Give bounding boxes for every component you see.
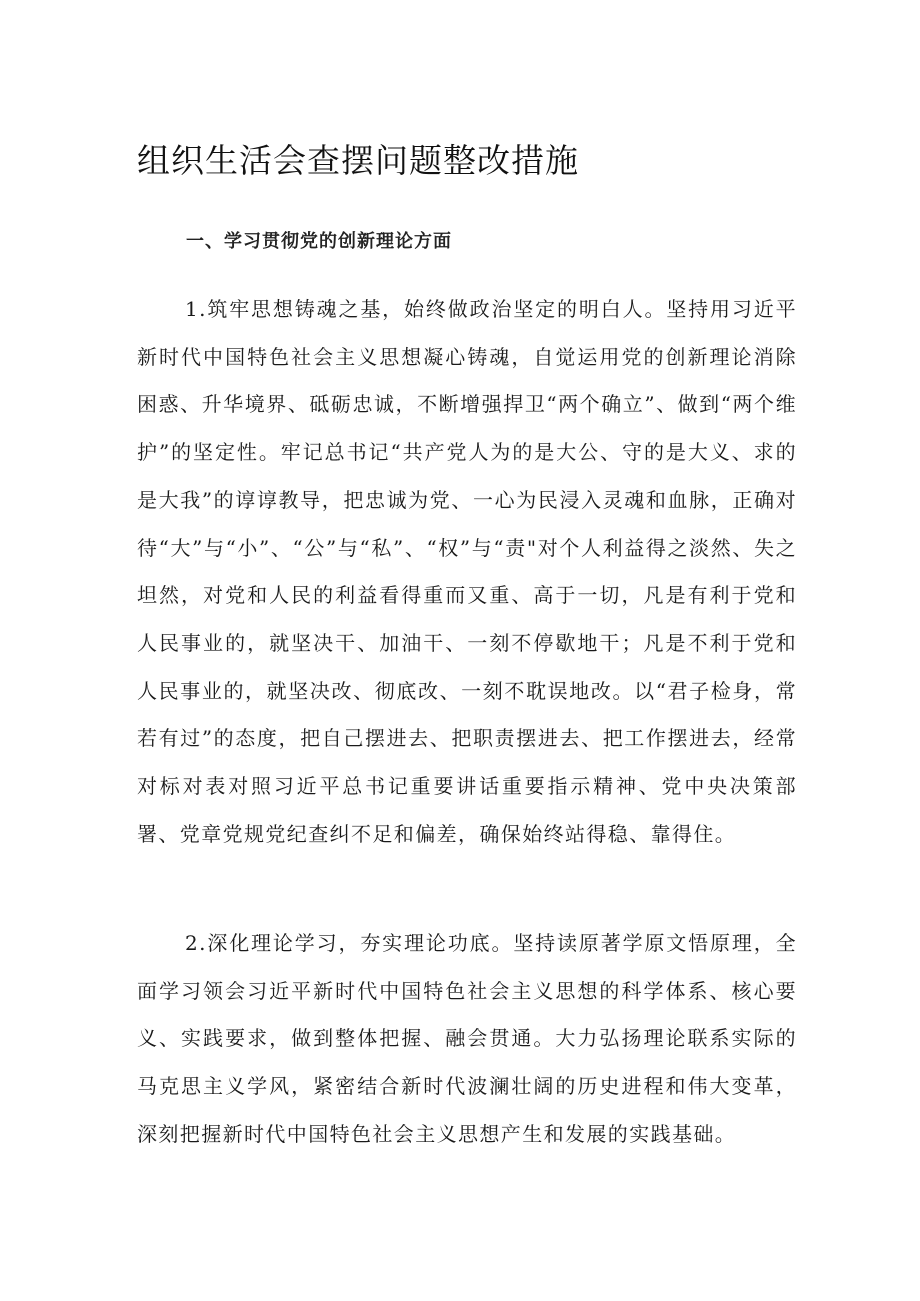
- section-heading: 一、学习贯彻党的创新理论方面: [186, 231, 452, 252]
- document-title: 组织生活会查摆问题整改措施: [137, 141, 579, 180]
- paragraph-1: 1.筑牢思想铸魂之基，始终做政治坚定的明白人。坚持用习近平新时代中国特色社会主义思想凝心铸魂，自觉运用党的创新理论消除困惑、升华境界、砥砺忠诚，不断增强捍卫“两个确立”、做到“两个维护”的坚定性。牢记总书记“共产党人为的是大公、守的是大义、求的是大我”的谆谆教导，把忠诚为党、一心为民浸入灵魂和血脉，正确对待“大”与“小”、“公”与“私”、“权”与“责"对个人利益得之淡然、失之坦然，对党和人民的利益看得重而又重、高于一切，凡是有利于党和人民事业的，就坚决干、加油干、一刻不停歇地干；凡是不利于党和人民事业的，就坚决改、彻底改、一刻不耽误地改。以“君子检身，常若有过”的态度，把自己摆进去、把职责摆进去、把工作摆进去，经常对标对表对照习近平总书记重要讲话重要指示精神、党中央决策部署、党章党规党纪查纠不足和偏差，确保始终站得稳、靠得住。: [137, 297, 797, 846]
- paragraph-2: 2.深化理论学习，夯实理论功底。坚持读原著学原文悟原理，全面学习领会习近平新时代中国特色社会主义思想的科学体系、核心要义、实践要求，做到整体把握、融会贯通。大力弘扬理论联系实际的马克思主义学风，紧密结合新时代波澜壮阔的历史进程和伟大变革，深刻把握新时代中国特色社会主义思想产生和发展的实践基础。: [137, 931, 797, 1146]
